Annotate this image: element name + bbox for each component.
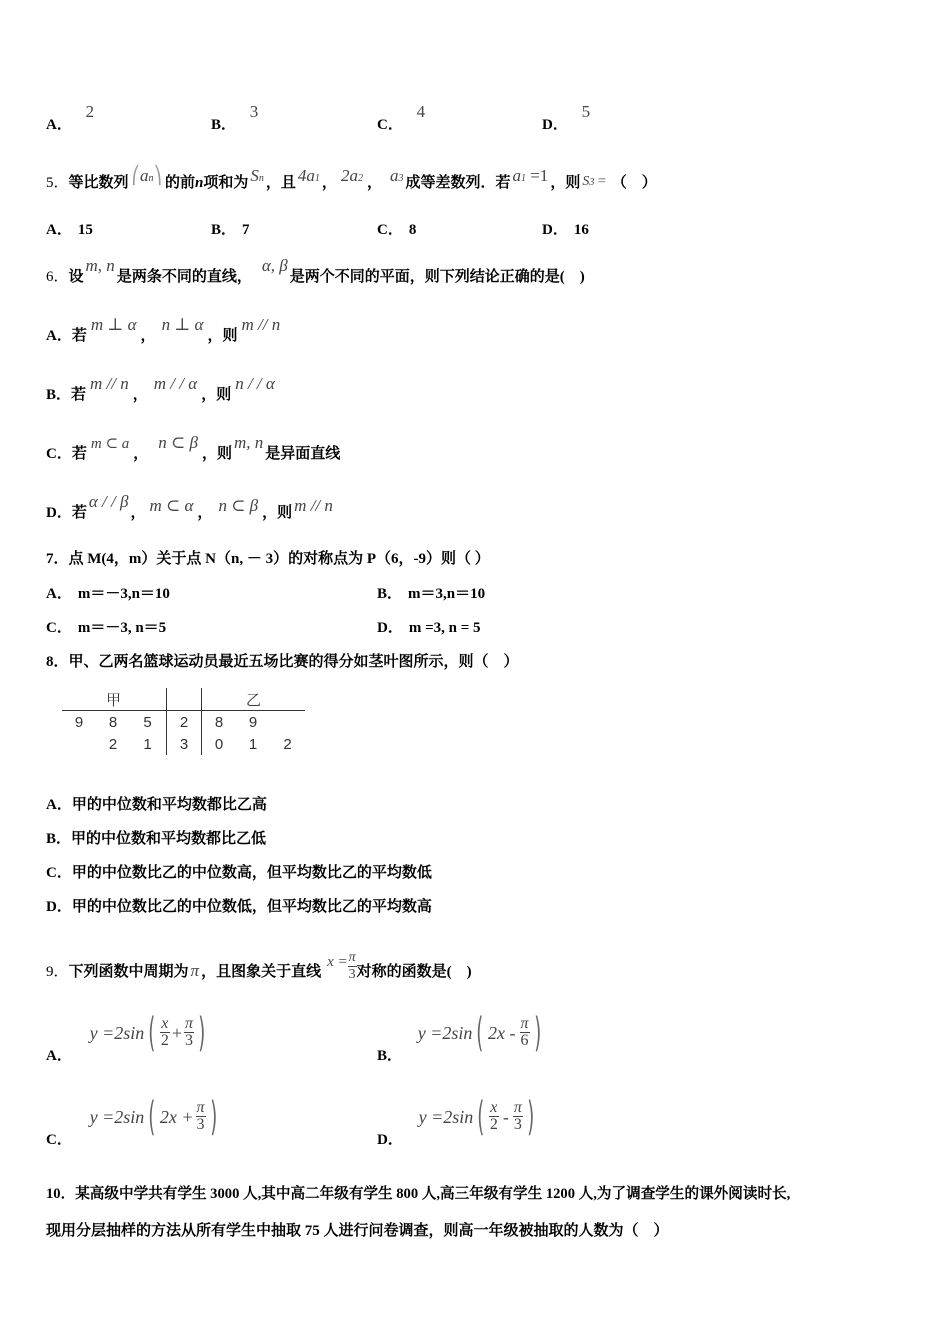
math-4a1: 4a1: [297, 166, 320, 185]
q5-option-a: A． 15: [46, 222, 93, 238]
option-value: 5: [581, 102, 591, 121]
q9-option-d: D． y =2sin ( $\frac{x}{2}$ - $\frac{\pi}{3}$ ): [377, 1093, 535, 1148]
option-letter: D．: [542, 117, 568, 133]
q4-option-c: [377, 102, 426, 135]
q9-option-c: C． y =2sin ( 2x + $\frac{\pi}{3}$ ): [46, 1093, 217, 1148]
q4-option-d: [542, 102, 591, 135]
option-value: 2: [85, 102, 95, 121]
stem-leaf-plot: [62, 688, 305, 755]
q10-line-2: 现用分层抽样的方法从所有学生中抽取 75 人进行问卷调查，则高一年级被抽取的人数为（ ）: [46, 1223, 669, 1239]
math-x-eq: x =: [327, 953, 348, 970]
q8-stem: 8．甲、乙两名篮球运动员最近五场比赛的得分如茎叶图所示，则（ ）: [46, 654, 519, 670]
math-sn: Sn: [250, 166, 264, 185]
q10-line-1: 10．某高级中学共有学生 3000 人,其中高二年级有学生 800 人,高三年级有学生 1200 人,为了调查学生的课外阅读时长,: [46, 1186, 791, 1202]
q4-option-b: [211, 102, 259, 135]
q7-option-d: D． m =3, n = 5: [377, 620, 481, 636]
q7-option-b: B． m＝3,n＝10: [377, 586, 486, 602]
q9-option-b: B． y =2sin ( 2x - $\frac{\pi}{6}$ ): [377, 1009, 541, 1064]
stem-leaf-head-right: 乙: [202, 688, 306, 711]
q6-option-d: D．若α / / β， m ⊂ α ， n ⊂ β ，则 m // n: [46, 492, 333, 521]
q8-option-d: D．甲的中位数比乙的中位数低，但平均数比乙的平均数高: [46, 899, 432, 915]
option-value: 3: [249, 102, 259, 121]
math-alpha-beta: α, β: [261, 256, 288, 275]
option-letter: C．: [377, 117, 403, 133]
q7-option-c: C． m＝－3, n＝5: [46, 620, 167, 636]
option-letter: A．: [46, 117, 72, 133]
q9-option-a: A． y =2sin ( $\frac{x}{2}$ + $\frac{\pi}{3}$ ): [46, 1009, 206, 1064]
option-letter: B．: [211, 117, 237, 133]
q8-option-b: B．甲的中位数和平均数都比乙低: [46, 831, 267, 847]
q5-option-d: D． 16: [542, 222, 589, 238]
q7-stem: 7．点 M(4，m）关于点 N（n, － 3）的对称点为 P（6，-9）则（ ）: [46, 551, 490, 567]
q6-stem: 6．设m, n是两条不同的直线，α, β是两个不同的平面，则下列结论正确的是( ): [46, 256, 585, 285]
math-an: ⎛an⎞: [131, 166, 163, 185]
stem-leaf-row: 9 8 5 2 8 9: [62, 711, 305, 734]
stem-value: 3: [167, 733, 202, 755]
q6-option-c: C．若m ⊂ a，n ⊂ β，则m, n是异面直线: [46, 433, 341, 462]
math-2a2: 2a2: [340, 166, 363, 185]
math-a1-eq: a1 =1: [512, 166, 549, 185]
q8-option-a: A．甲的中位数和平均数都比乙高: [46, 797, 267, 813]
q4-option-a: [46, 102, 95, 135]
q6-option-b: B．若m // n，m / / α，则n / / α: [46, 374, 275, 403]
stem-value: 2: [167, 711, 202, 734]
math-pi-over-3: $\frac{\pi}{3}$: [348, 950, 356, 982]
q6-option-a: A．若m ⊥ α，n ⊥ α，则m // n: [46, 315, 281, 344]
q5-option-c: C． 8: [377, 222, 417, 238]
math-pi: π: [190, 960, 200, 980]
stem-leaf-row: 2 1 3 0 1 2: [62, 733, 305, 755]
math-s3: S3 =: [582, 174, 606, 189]
math-a3: a3: [389, 166, 404, 185]
q8-option-c: C．甲的中位数比乙的中位数高，但平均数比乙的平均数低: [46, 865, 432, 881]
q5-option-b: B． 7: [211, 222, 250, 238]
stem-leaf-head-left: 甲: [62, 688, 165, 711]
math-m-n: m, n: [85, 256, 115, 275]
q5-stem: 5．等比数列 ⎛an⎞ 的前n项和为 Sn ，且 4a1 ， 2a2 ， a3 成等差数列．若 a1 =1 ，则 S3 = （ ）: [46, 166, 657, 191]
q9-stem: 9．下列函数中周期为 π ，且图象关于直线x = $\frac{\pi}{3}$ 对称的函数是( ): [46, 950, 472, 982]
q7-option-a: A． m＝－3,n＝10: [46, 586, 170, 602]
option-value: 4: [416, 102, 426, 121]
